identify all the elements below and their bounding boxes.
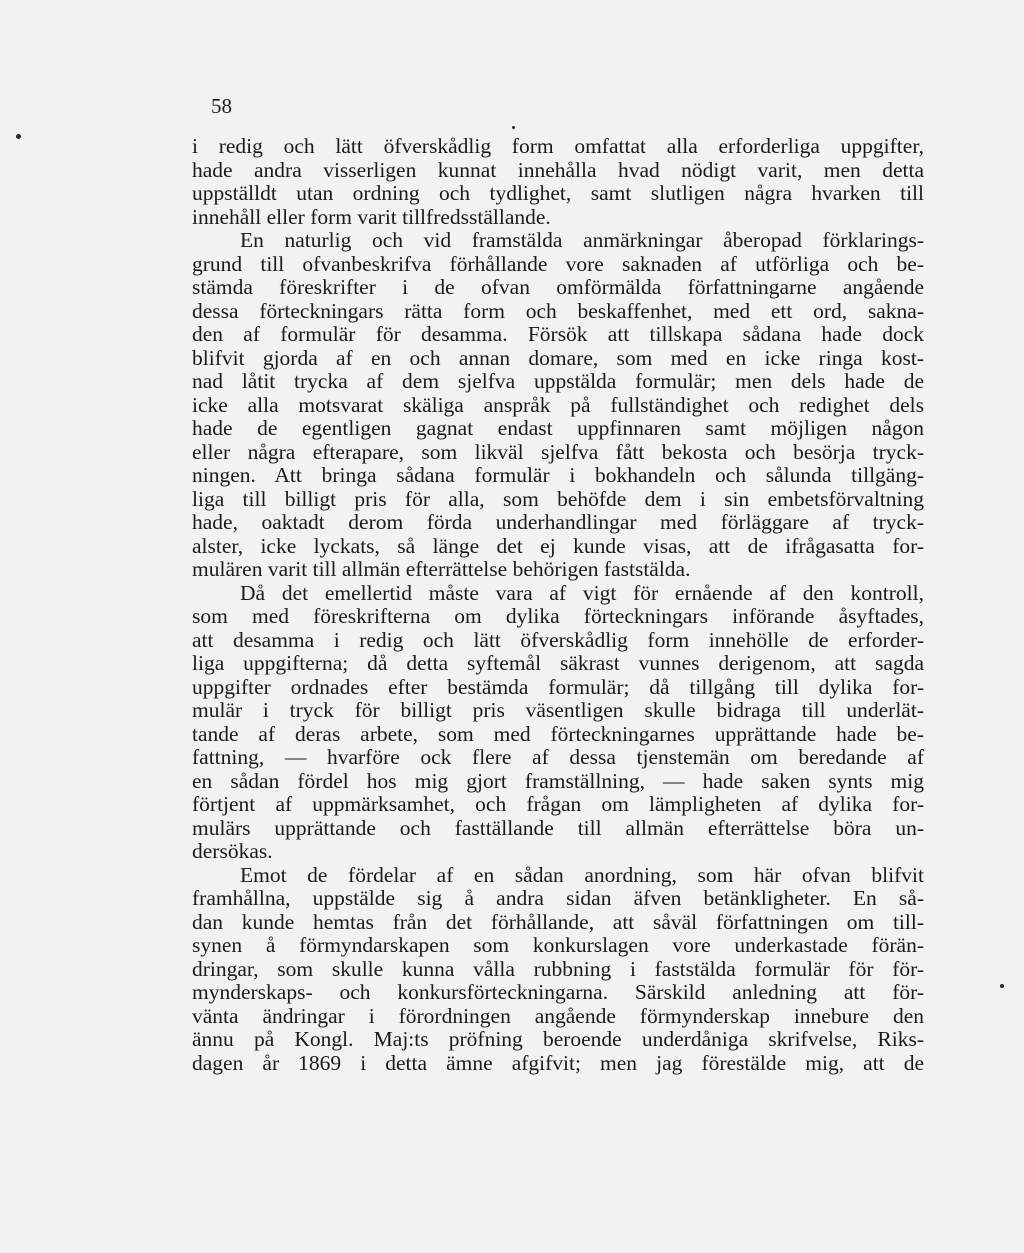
text-line: alster, icke lyckats, så länge det ej kunde visas, att de ifrågasatta for- bbox=[192, 533, 924, 558]
text-line: dringar, som skulle kunna vålla rubbning i faststälda formulär för för- bbox=[192, 956, 924, 981]
text-line: eller några efterapare, som likväl sjelfva fått bekosta och besörja tryck- bbox=[192, 439, 924, 464]
text-line: En naturlig och vid framstälda anmärkningar åberopad förklarings- bbox=[240, 228, 924, 252]
text-line: mulären varit till allmän efterrättelse behörigen faststälda. bbox=[192, 557, 691, 581]
text-line: synen å förmyndarskapen som konkurslagen vore underkastade förän- bbox=[192, 933, 924, 957]
text-line: Då det emellertid måste vara af vigt för ernående af den kontroll, bbox=[240, 580, 924, 605]
ink-speck-top bbox=[512, 126, 515, 129]
text-line: uppställdt utan ordning och tydlighet, samt slutligen några hvarken till bbox=[192, 181, 924, 205]
ink-speck-left bbox=[16, 134, 21, 139]
text-line: ningen. Att bringa sådana formulär i bokhandeln och sålunda tillgäng- bbox=[192, 463, 924, 487]
text-line: grund till ofvanbeskrifva förhållande vore saknaden af utförliga och be- bbox=[192, 251, 924, 276]
text-line: förtjent af uppmärksamhet, och frågan om lämpligheten af dylika for- bbox=[192, 792, 924, 816]
text-line: en sådan fördel hos mig gjort framställning, — hade saken synts mig bbox=[192, 768, 924, 793]
text-line: framhållna, uppstälde sig å andra sidan äfven betänkligheter. En så- bbox=[192, 886, 924, 910]
text-line: mynderskaps- och konkursförteckningarna. Särskild anledning att för- bbox=[192, 980, 924, 1004]
text-line: att desamma i redig och lätt öfverskådlig form innehölle de erforder- bbox=[192, 627, 924, 652]
page-number: 58 bbox=[211, 94, 232, 118]
text-line: Emot de fördelar af en sådan anordning, som här ofvan blifvit bbox=[240, 862, 924, 887]
text-line: fattning, — hvarföre ock flere af dessa tjenstemän om beredande af bbox=[192, 745, 924, 769]
text-line: mulärs upprättande och fasttällande till allmän efterrättelse böra un- bbox=[192, 815, 924, 840]
text-line: uppgifter ordnades efter bestämda formulär; då tillgång till dylika for- bbox=[192, 674, 924, 699]
text-line: som med föreskrifterna om dylika förteckningars införande åsyftades, bbox=[192, 604, 924, 628]
text-line: tande af deras arbete, som med förteckningarnes upprättande hade be- bbox=[192, 721, 924, 746]
text-line: ännu på Kongl. Maj:ts pröfning beroende underdåniga skrifvelse, Riks- bbox=[192, 1027, 924, 1051]
text-line: liga till billigt pris för alla, som behöfde dem i sin embetsförvaltning bbox=[192, 486, 924, 511]
text-line: liga uppgifterna; då detta syftemål säkrast vunnes derigenom, att sagda bbox=[192, 651, 924, 675]
text-line: stämda föreskrifter i de ofvan omförmälda författningarne angående bbox=[192, 275, 924, 299]
text-line: dersökas. bbox=[192, 839, 273, 863]
text-line: hade de egentligen gagnat endast uppfinnaren samt möjligen någon bbox=[192, 416, 924, 440]
text-line: blifvit gjorda af en och annan domare, som med en icke ringa kost- bbox=[192, 345, 924, 370]
text-line: i redig och lätt öfverskådlig form omfattat alla erforderliga uppgifter, bbox=[192, 134, 924, 158]
text-line: icke alla motsvarat skäliga anspråk på fullständighet och redighet dels bbox=[192, 392, 924, 417]
text-line: hade, oaktadt derom förda underhandlingar med förläggare af tryck- bbox=[192, 510, 924, 534]
ink-speck-right bbox=[1000, 984, 1004, 988]
text-line: dessa förteckningars rätta form och beskaffenhet, med ett ord, sakna- bbox=[192, 298, 924, 323]
text-line: dan kunde hemtas från det förhållande, att såväl författningen om till- bbox=[192, 909, 924, 934]
text-line: hade andra visserligen kunnat innehålla hvad nödigt varit, men detta bbox=[192, 157, 924, 182]
text-line: vänta ändringar i förordningen angående förmynderskap innebure den bbox=[192, 1003, 924, 1028]
body-text bbox=[192, 135, 924, 1075]
text-line: dagen år 1869 i detta ämne afgifvit; men jag förestälde mig, att de bbox=[192, 1050, 924, 1075]
text-line: nad låtit trycka af dem sjelfva uppstälda formulär; men dels hade de bbox=[192, 369, 924, 393]
text-line: innehåll eller form varit tillfredsställande. bbox=[192, 204, 551, 229]
text-line: den af formulär för desamma. Försök att tillskapa sådana hade dock bbox=[192, 322, 924, 346]
text-line: mulär i tryck för billigt pris väsentligen skulle bidraga till underlät- bbox=[192, 698, 924, 722]
